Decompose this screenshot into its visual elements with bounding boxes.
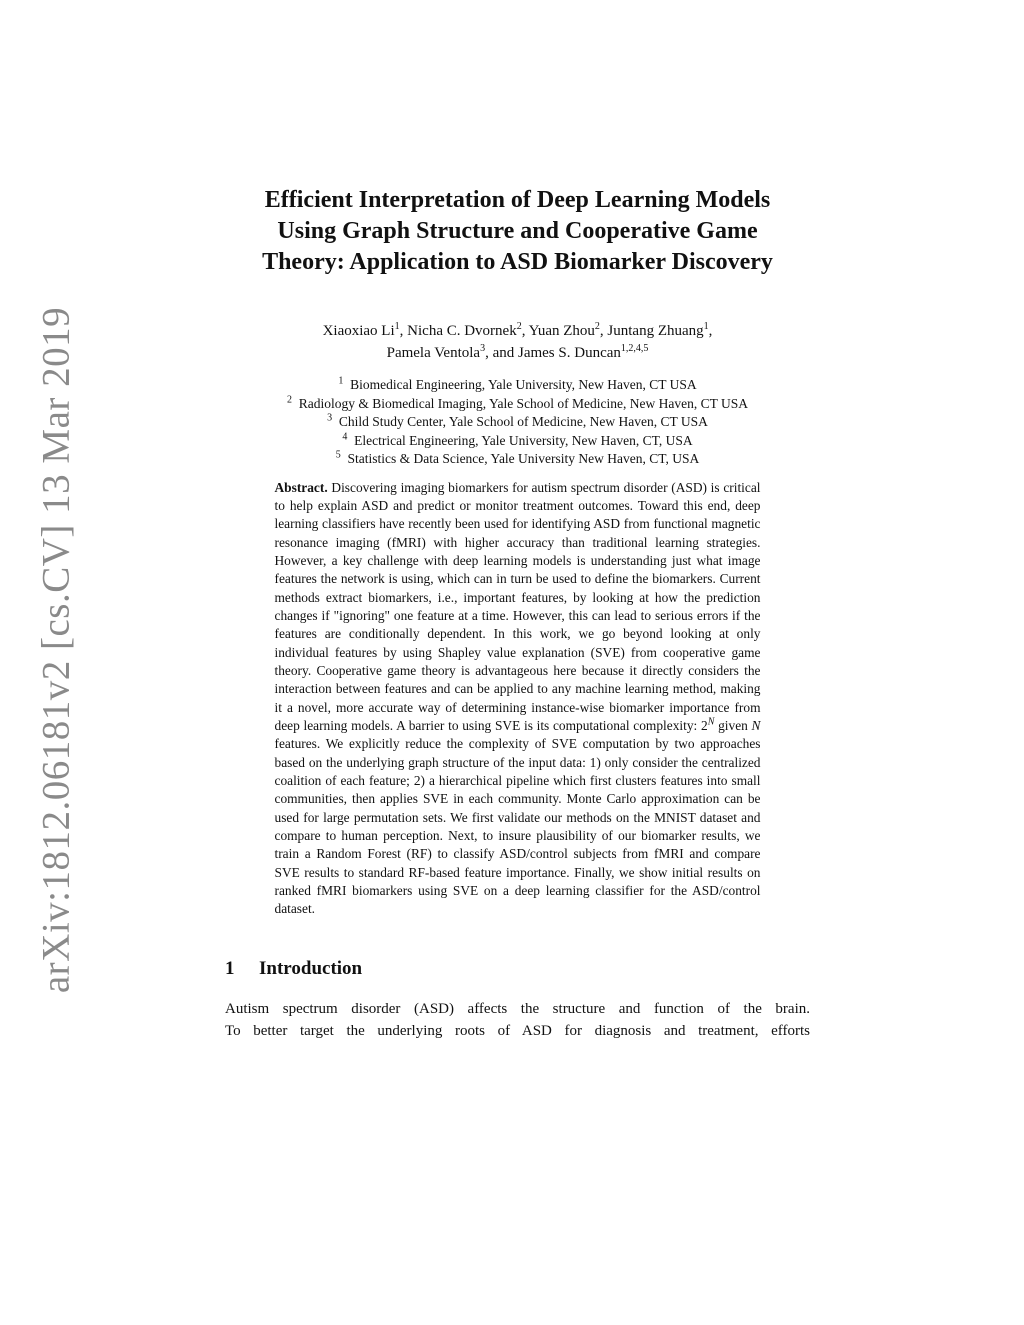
affiliation-text: Biomedical Engineering, Yale University, New Haven, CT USA xyxy=(350,377,697,392)
affiliation-text: Electrical Engineering, Yale University, New Haven, CT, USA xyxy=(354,432,693,448)
math-expression xyxy=(701,718,714,733)
author-line xyxy=(225,320,810,342)
title-line: Theory: Application to ASD Biomarker Discovery xyxy=(262,249,773,275)
affiliation-text: Radiology & Biomedical Imaging, Yale School of Medicine, New Haven, CT USA xyxy=(298,395,749,411)
author-affiliation-mark: 2 xyxy=(594,321,600,332)
section-heading xyxy=(225,957,810,981)
paper-title xyxy=(225,185,810,278)
author-separator: , xyxy=(599,323,608,339)
author-separator: , xyxy=(399,323,408,339)
math-variable: N xyxy=(751,717,761,733)
author-list xyxy=(225,320,810,364)
body-line: Autism spectrum disorder (ASD) affects the structure and function of the brain. xyxy=(225,1000,810,1017)
affiliation-list xyxy=(225,376,810,469)
affiliation xyxy=(225,432,810,451)
title-line: Using Graph Structure and Cooperative Game xyxy=(277,218,758,244)
affiliation-mark: 4 xyxy=(342,431,348,442)
affiliation xyxy=(225,376,810,395)
affiliation-mark: 5 xyxy=(335,449,341,461)
author-affiliation-mark: 2 xyxy=(516,321,522,332)
title-line: Efficient Interpretation of Deep Learning Models xyxy=(264,187,771,213)
section-number: 1 xyxy=(225,957,235,979)
author-name: James S. Duncan xyxy=(517,345,621,361)
author-name: Nicha C. Dvornek xyxy=(407,323,517,339)
author-name: Pamela Ventola xyxy=(386,345,481,361)
section-title: Introduction xyxy=(259,957,363,979)
author-affiliation-mark: 1,2,4,5 xyxy=(620,343,649,354)
affiliation-mark: 1 xyxy=(338,375,344,387)
affiliation-mark: 2 xyxy=(286,394,292,405)
author-affiliation-mark: 1 xyxy=(703,321,709,332)
math-base: 2 xyxy=(700,717,708,733)
math-exponent: N xyxy=(707,716,715,728)
arxiv-identifier: arXiv:1812.06181v2 [cs.CV] 13 Mar 2019 xyxy=(34,306,78,994)
affiliation xyxy=(225,413,810,432)
author-name: Yuan Zhou xyxy=(528,323,595,339)
abstract-text: Discovering imaging biomarkers for autism spectrum disorder (ASD) is critical to help explain ASD and predict or monitor treatment outcomes. Toward this end, deep learning classifiers have recently been used for identifying ASD from functional magnetic resonance imaging (fMRI) with higher accuracy than traditional learning strategies. However, a key challenge with deep learning models is understanding just what image features the network is using, which can in turn be used to define the biomarkers. Current methods extract biomarkers, i.e., important features, by looking at how the prediction changes if "ignoring" one feature at a time. However, this can lead to serious errors if the features are conditionally dependent. In this work, we go beyond looking at only individual features by using Shapley value explanation (SVE) from cooperative game theory. Cooperative game theory is advantageous here because it directly considers the interaction between features and can be applied to any machine learning method, making it a novel, more accurate way of determining instance-wise biomarker importance from deep learning models. A barrier to using SVE is its computational complexity: xyxy=(274,479,761,733)
abstract-label: Abstract. xyxy=(274,479,328,495)
author-separator: , xyxy=(521,323,529,339)
author-name: Xiaoxiao Li xyxy=(322,323,395,339)
author-affiliation-mark: 1 xyxy=(394,321,400,332)
author-affiliation-mark: 3 xyxy=(480,343,486,354)
author-separator: , and xyxy=(485,345,518,361)
author-line xyxy=(225,342,810,364)
affiliation-mark: 3 xyxy=(327,412,333,424)
author-separator: , xyxy=(708,323,713,339)
affiliation xyxy=(225,450,810,469)
paper-page xyxy=(225,185,810,1042)
body-paragraph xyxy=(225,998,810,1042)
author-name: Juntang Zhuang xyxy=(607,323,704,339)
affiliation-text: Statistics & Data Science, Yale University New Haven, CT, USA xyxy=(347,451,700,466)
abstract-text: features. We explicitly reduce the complexity of SVE computation by two approaches based on the underlying graph structure of the input data: 1) only consider the centralized coalition of each feature; 2) a hierarchical pipeline which first clusters features into small communities, then applies SVE in each community. Monte Carlo approximation can be used for large permutation sets. We first validate our methods on the MNIST dataset and compare to human perception. Next, to insure plausibility of our biomarker results, we train a Random Forest (RF) to classify ASD/control subjects from fMRI and compare SVE results to standard RF-based feature importance. Finally, we show initial results on ranked fMRI biomarkers using SVE on a deep learning classifier for the ASD/control dataset. xyxy=(274,736,761,917)
body-line: To better target the underlying roots of ASD for diagnosis and treatment, efforts xyxy=(225,1022,810,1039)
affiliation xyxy=(225,395,810,414)
affiliation-text: Child Study Center, Yale School of Medicine, New Haven, CT USA xyxy=(338,414,708,429)
abstract-text: given xyxy=(718,717,748,733)
abstract xyxy=(275,479,761,919)
